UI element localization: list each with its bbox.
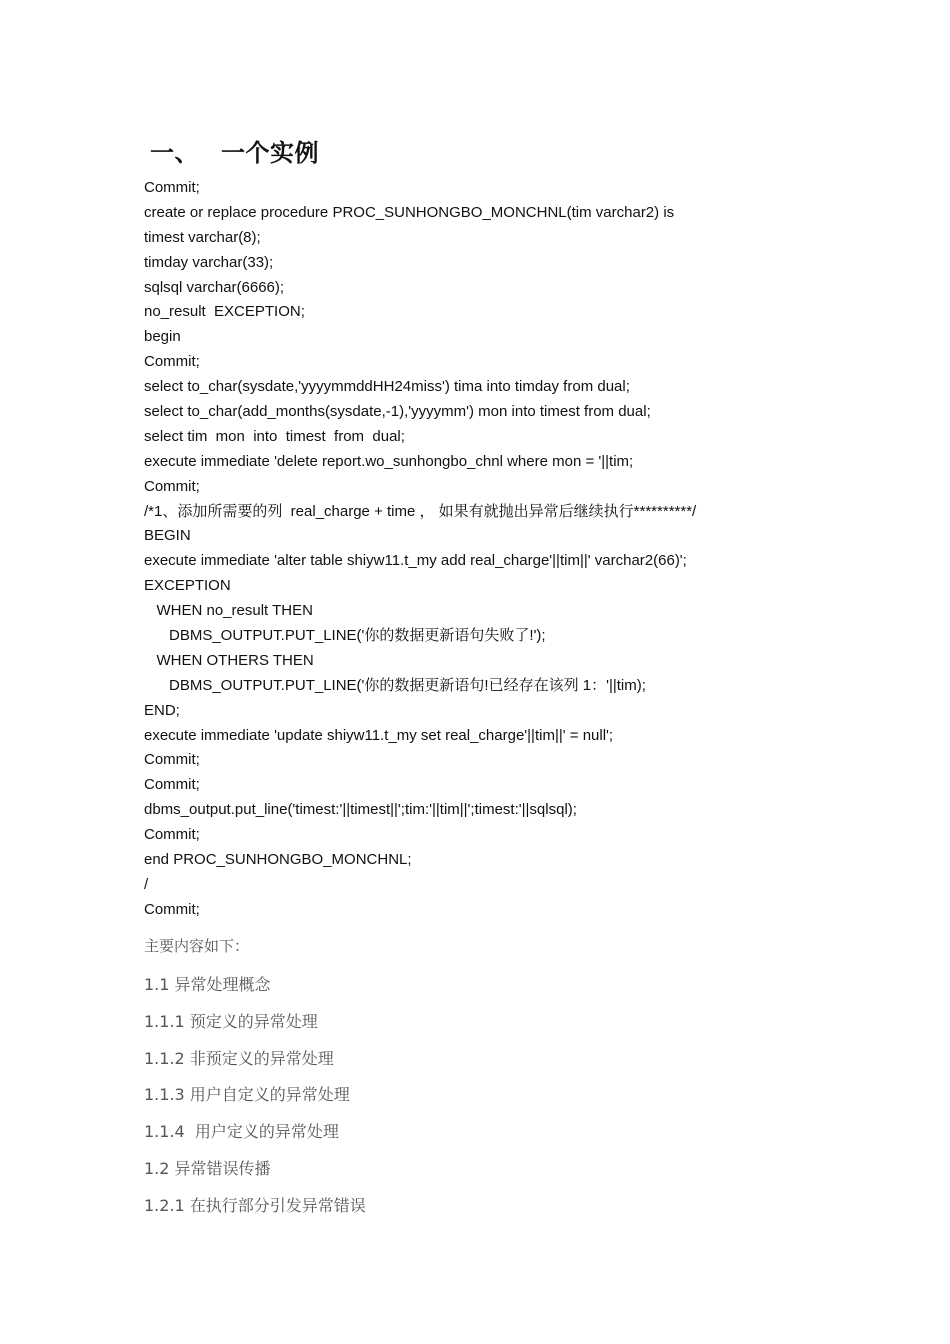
toc-item: 1.1.3 用户自定义的异常处理 [144,1085,350,1105]
code-line: BEGIN [144,527,191,545]
code-line: select to_char(add_months(sysdate,-1),'yyyymm') mon into timest from dual; [144,403,651,421]
code-line: select tim mon into timest from dual; [144,427,405,445]
code-line: Commit; [144,179,200,196]
section-heading [150,133,319,168]
code-line: timday varchar(33); [144,253,274,271]
code-line: Commit; [144,751,200,769]
code-line: begin [144,328,181,346]
code-line: timest varchar(8); [144,228,261,246]
toc-item: 1.1.1 预定义的异常处理 [144,1011,318,1031]
code-line: DBMS_OUTPUT.PUT_LINE('你的数据更新语句!已经存在该列 1：'||tim); [144,676,646,694]
code-line: sqlsql varchar(6666); [144,278,285,296]
code-line: / [144,875,149,893]
code-line: execute immediate 'delete report.wo_sunhongbo_chnl where mon = '||tim; [144,452,634,470]
code-line: execute immediate 'update shiyw11.t_my set real_charge'||tim||' = null'; [144,726,614,744]
code-line: create or replace procedure PROC_SUNHONGBO_MONCHNL(tim varchar2) is [144,203,675,221]
code-line: Commit; [144,826,200,844]
toc-item: 1.1 异常处理概念 [144,975,271,994]
toc-item: 1.2 异常错误传播 [144,1158,271,1178]
code-line: Commit; [144,353,200,371]
toc-item: 1.1.2 非预定义的异常处理 [144,1048,334,1068]
toc-item: 1.1.4 用户定义的异常处理 [144,1122,339,1142]
toc-intro: 主要内容如下： [144,937,250,955]
code-line: Commit; [144,776,200,794]
toc-item: 1.2.1 在执行部分引发异常错误 [144,1195,366,1215]
code-listing [144,176,844,923]
code-line: WHEN OTHERS THEN [144,651,314,669]
code-line: no_result EXCEPTION; [144,303,305,321]
code-line: DBMS_OUTPUT.PUT_LINE('你的数据更新语句失败了!'); [144,627,546,645]
code-line: select to_char(sysdate,'yyyymmddHH24miss') tima into timday from dual; [144,378,630,396]
code-comment-line: /*1、添加所需要的列 real_charge + time ， 如果有就抛出异常后继续执行**********/ [144,502,697,520]
table-of-contents [144,931,744,1225]
code-line: Commit; [144,900,200,918]
section-number: 一、 [150,140,199,167]
code-line: END; [144,701,180,719]
code-line: EXCEPTION [144,577,231,595]
section-title: 一个实例 [221,140,319,167]
code-line: end PROC_SUNHONGBO_MONCHNL; [144,851,412,869]
code-line: execute immediate 'alter table shiyw11.t_my add real_charge'||tim||' varchar2(66)'; [144,552,687,570]
code-line: WHEN no_result THEN [144,602,313,620]
code-line: dbms_output.put_line('timest:'||timest||';tim:'||tim||';timest:'||sqlsql); [144,801,577,819]
code-line: Commit; [144,477,200,495]
